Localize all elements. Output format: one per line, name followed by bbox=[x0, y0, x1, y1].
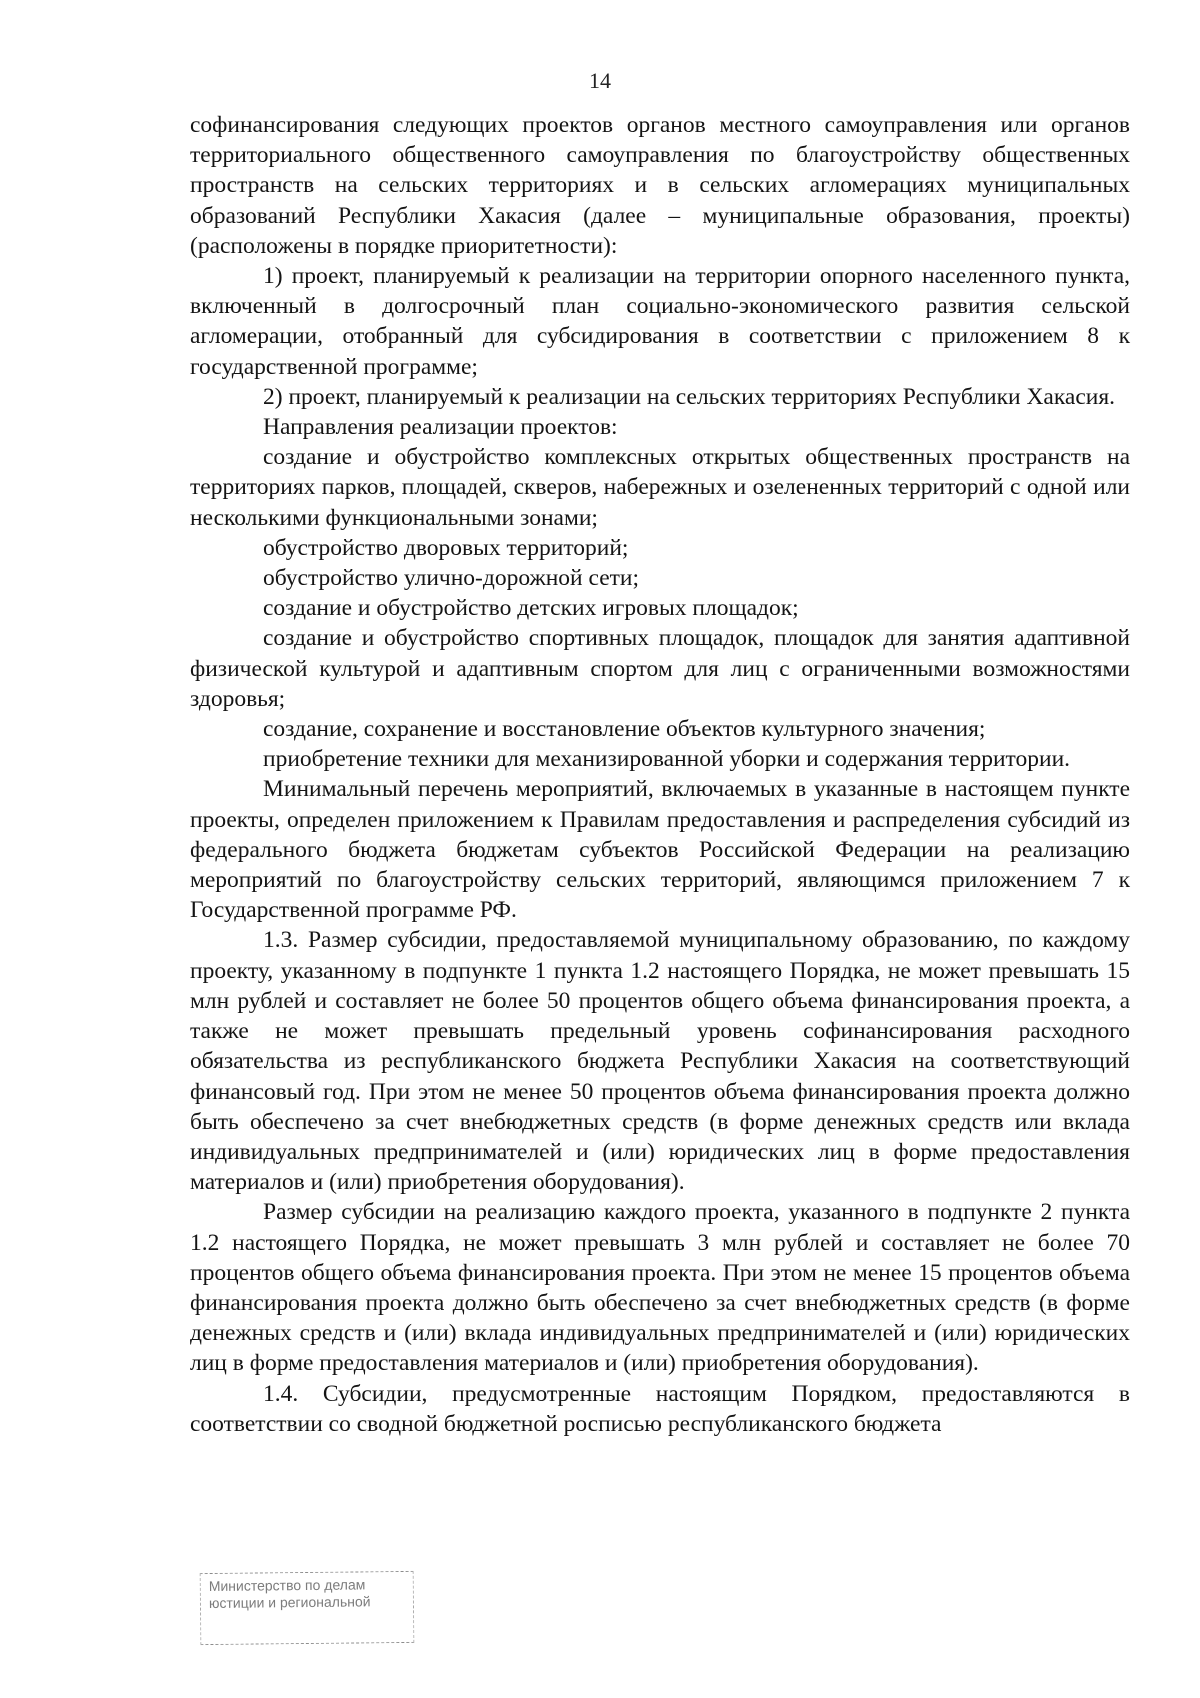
paragraph: создание и обустройство детских игровых площадок; bbox=[263, 595, 799, 622]
paragraph: обустройство дворовых территорий; bbox=[263, 534, 629, 561]
paragraph: Направления реализации проектов: bbox=[263, 414, 618, 441]
paragraph: приобретение техники для механизированной уборки и содержания территории. bbox=[263, 746, 1071, 773]
paragraph: создание и обустройство спортивных площадок, площадок для занятия адаптивной физической культурой и адаптивным спортом для лиц с ограниченными возможностями здоровья; bbox=[190, 625, 1130, 712]
stamp-line: юстиции и региональной bbox=[208, 1593, 371, 1612]
document-body bbox=[190, 110, 1130, 1439]
paragraph: 2) проект, планируемый к реализации на сельских территориях Республики Хакасия. bbox=[263, 383, 1116, 410]
page-number: 14 bbox=[589, 68, 611, 93]
paragraph: 1.4. Субсидии, предусмотренные настоящим Порядком, предоставляются в соответствии со сводной бюджетной росписью республиканского бюджета bbox=[190, 1380, 1130, 1437]
paragraph: обустройство улично-дорожной сети; bbox=[263, 565, 640, 592]
paragraph: создание и обустройство комплексных открытых общественных пространств на территориях парков, площадей, скверов, набережных и озелененных территорий с одной или несколькими функциональными зонами; bbox=[190, 444, 1130, 531]
paragraph: Минимальный перечень мероприятий, включаемых в указанные в настоящем пункте проекты, определен приложением к Правилам предоставления и распределения субсидий из федерального бюджета бюджетам субъектов Российской Федерации на реализацию мероприятий по благоустройству сельских территорий, являющимся приложением 7 к Государственной программе РФ. bbox=[190, 776, 1130, 924]
paragraph: софинансирования следующих проектов органов местного самоуправления или органов территориального общественного самоуправления по благоустройству общественных пространств на сельских территориях и в сельских агломерациях муниципальных образований Республики Хакасия (далее – муниципальные образования, проекты) (расположены в порядке приоритетности): bbox=[190, 112, 1130, 259]
paragraph: создание, сохранение и восстановление объектов культурного значения; bbox=[263, 716, 986, 743]
registration-stamp bbox=[200, 1571, 415, 1645]
paragraph: 1) проект, планируемый к реализации на территории опорного населенного пункта, включенный в долгосрочный план социально-экономического развития сельской агломерации, отобранный для субсидирования в соответствии с приложением 8 к государственной программе; bbox=[190, 263, 1130, 380]
paragraph: Размер субсидии на реализацию каждого проекта, указанного в подпункте 2 пункта 1.2 настоящего Порядка, не может превышать 3 млн рублей и составляет не более 70 процентов общего объема финансирования проекта. При этом не менее 15 процентов объема финансирования проекта должно быть обеспечено за счет внебюджетных средств (в форме денежных средств и (или) вклада индивидуальных предпринимателей и (или) юридических лиц в форме предоставления материалов и (или) приобретения оборудования). bbox=[190, 1199, 1130, 1377]
paragraph: 1.3. Размер субсидии, предоставляемой муниципальному образованию, по каждому проекту, указанному в подпункте 1 пункта 1.2 настоящего Порядка, не может превышать 15 млн рублей и составляет не более 50 процентов общего объема финансирования проекта, а также не может превышать предельный уровень софинансирования расходного обязательства из республиканского бюджета Республики Хакасия на соответствующий финансовый год. При этом не менее 50 процентов объема финансирования проекта должно быть обеспечено за счет внебюджетных средств (в форме денежных средств или вклада индивидуальных предпринимателей и (или) юридических лиц в форме предоставления материалов и (или) приобретения оборудования). bbox=[190, 927, 1130, 1196]
stamp-line: Министерство по делам bbox=[208, 1576, 366, 1595]
